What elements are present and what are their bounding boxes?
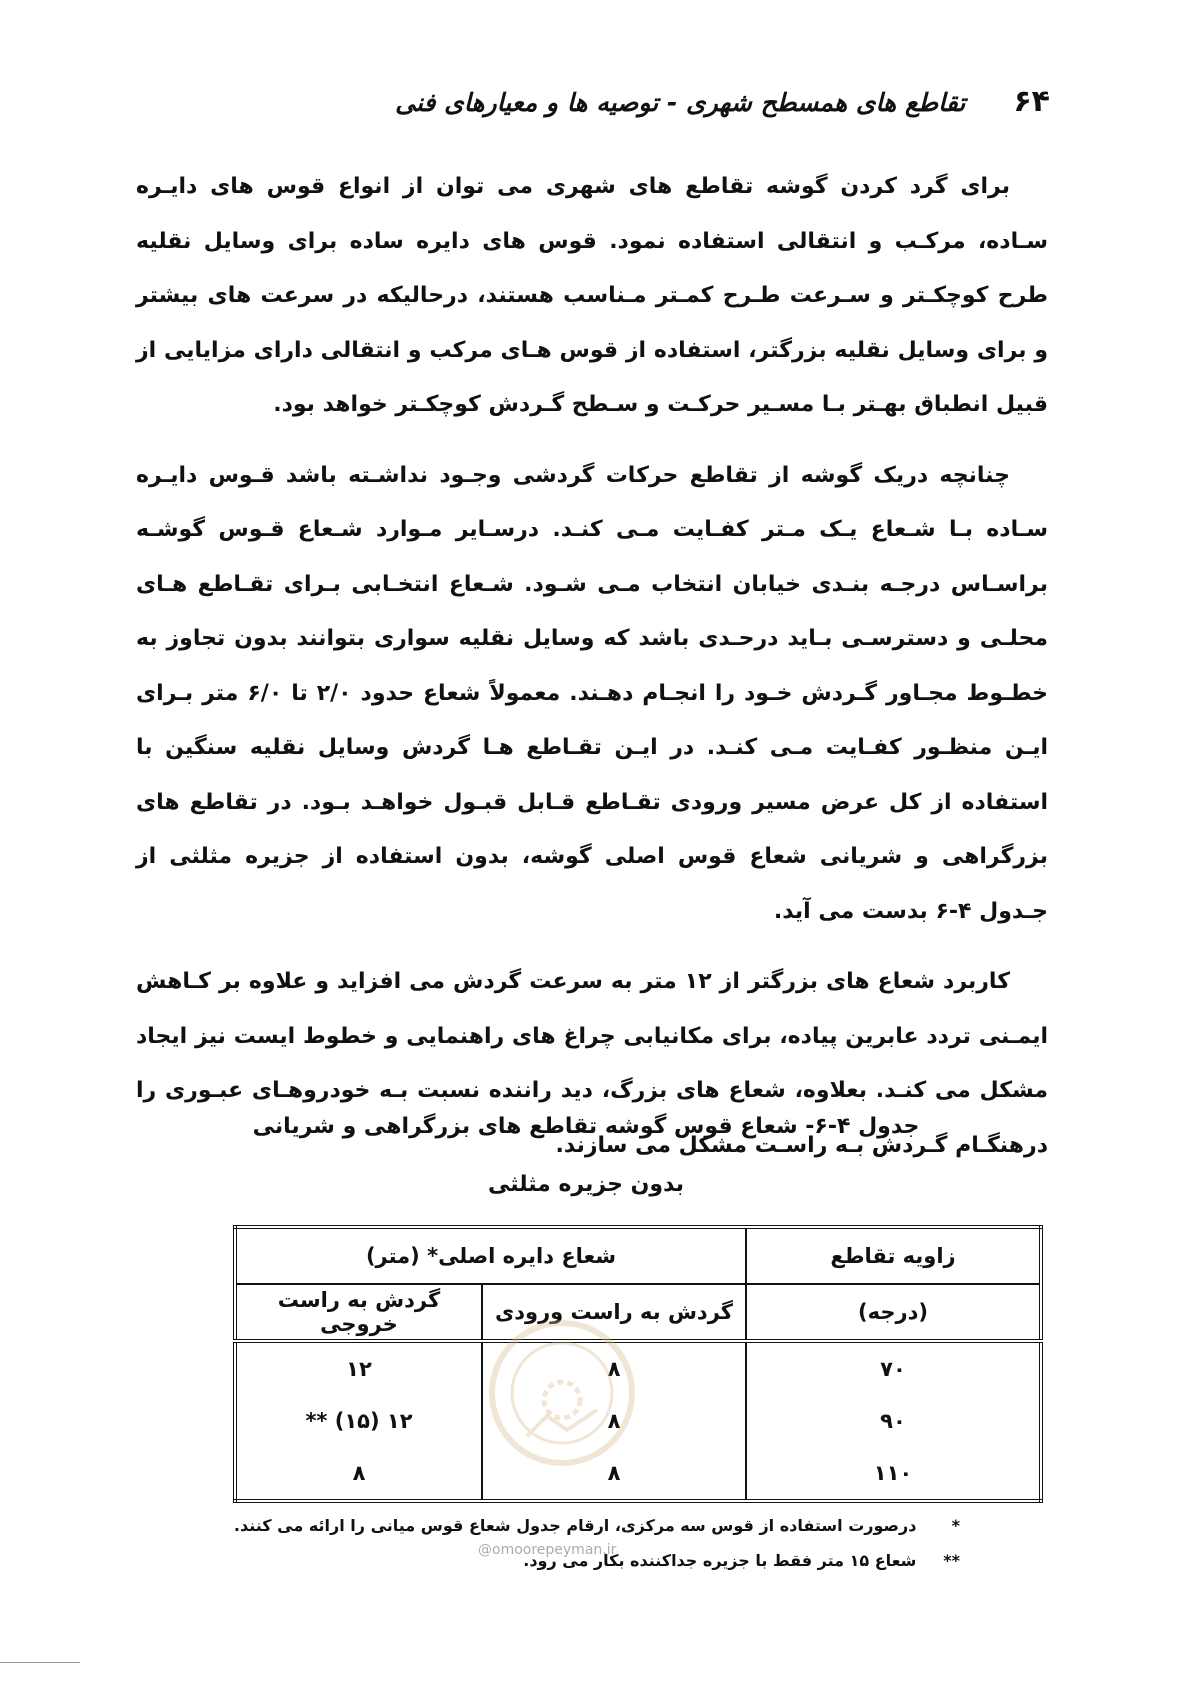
cell-exit: ۱۲ <box>235 1341 482 1395</box>
footnote <box>233 1508 960 1543</box>
watermark-site-text: @omoorepeyman.ir <box>478 1542 617 1558</box>
table-row <box>235 1447 1041 1501</box>
radius-table-container <box>233 1225 1043 1497</box>
table-caption-subtitle: بدون جزیره مثلثی <box>487 1172 685 1197</box>
footnote-text: درصورت استفاده از قوس سه مرکزی، ارقام جدول شعاع قوس میانی را ارائه می کنند. <box>233 1516 917 1535</box>
table-row <box>235 1395 1041 1447</box>
cell-entry: ۸ <box>482 1447 746 1501</box>
footnote-mark: * <box>951 1516 960 1535</box>
cell-entry: ۸ <box>482 1341 746 1395</box>
table-caption <box>236 1098 936 1214</box>
paragraph: کاربرد شعاع های بزرگتر از ۱۲ متر به سرعت گردش می افزاید و علاوه بر کـاهش ایمـنی تردد عابرین پیاده، برای مکانیابی چراغ های راهنمایی و خطوط ایست نیز ایجاد مشکل می کنـد. بعلاوه، شعاع های بزرگ، دید راننده نسبت بـه خودروهـای عبـوری را درهنگـام گـردش بـه راسـت مشکل می سازند. <box>136 969 1048 1158</box>
radius-table <box>233 1225 1043 1503</box>
header-angle-unit: (درجه) <box>746 1284 1041 1341</box>
cell-entry: ۸ <box>482 1395 746 1447</box>
header-angle: زاویه تقاطع <box>746 1227 1041 1284</box>
table-caption-title: جدول ۴-۶- شعاع قوس گوشه تقاطع های بزرگراهی و شریانی <box>252 1114 920 1139</box>
cell-angle: ۱۱۰ <box>746 1447 1041 1501</box>
footnote-mark: ** <box>943 1551 960 1570</box>
cell-exit: ۸ <box>235 1447 482 1501</box>
paragraph: برای گرد کردن گوشه تقاطع های شهری می توان از انواع قوس های دایـره سـاده، مرکـب و انتقالی استفاده نمود. قوس های دایره ساده برای وسایل نقلیه طرح کوچکـتر و سـرعت طـرح کمـتر مـناسب هستند، درحالیکه در سرعت های بیشتر و برای وسایل نقلیه بزرگتر، استفاده از قوس هـای مرکب و انتقالی دارای مزایایی از قبیل انطباق بهـتر بـا مسـیر حرکـت و سـطح گـردش کوچکـتر خواهد بود. <box>136 174 1048 417</box>
paragraph: چنانچه دریک گوشه از تقاطع حرکات گردشی وجـود نداشـته باشد قـوس دایـره سـاده بـا شـعاع یـک مـتر کفـایت مـی کنـد. درسـایر مـوارد شـعاع قـوس گوشـه براسـاس درجـه بنـدی خیابان انتخاب مـی شـود. شـعاع انتخـابی بـرای تقـاطع هـای محلـی و دسترسـی بـاید درحـدی باشد که وسایل نقلیه سواری بتوانند بدون تجاوز به خطـوط مجـاور گـردش خـود را انجـام دهـند. معمولاً شعاع حدود ۲/۰ تا ۶/۰ متر بـرای ایـن منظـور کفـایت مـی کنـد. در ایـن تقـاطع هـا گردش وسایل نقلیه سنگین با استفاده از کل عرض مسیر ورودی تقـاطع قـابل قبـول خواهـد بـود. در تقاطع های بزرگراهی و شریانی شعاع قوس اصلی گوشه، بدون استفاده از جزیره مثلثی از جـدول ۴-۶ بدست می آید. <box>136 462 1049 924</box>
table-row <box>235 1341 1041 1395</box>
cell-exit: ۱۲ (۱۵) ** <box>235 1395 482 1447</box>
header-entry: گردش به راست ورودی <box>482 1284 746 1341</box>
page-header <box>120 84 1050 119</box>
running-head: تقاطع های همسطح شهری - توصیه ها و معیارهای فنی <box>395 88 966 117</box>
page-number: ۶۴ <box>1013 84 1050 119</box>
header-exit: گردش به راست خروجی <box>235 1284 482 1341</box>
cell-angle: ۷۰ <box>746 1341 1041 1395</box>
cell-angle: ۹۰ <box>746 1395 1041 1447</box>
scan-edge-line <box>0 1662 80 1663</box>
body-text <box>136 160 1048 1189</box>
footnote-text: شعاع ۱۵ متر فقط با جزیره جداکننده بکار می رود. <box>523 1551 917 1570</box>
header-radius: شعاع دایره اصلی* (متر) <box>235 1227 746 1284</box>
